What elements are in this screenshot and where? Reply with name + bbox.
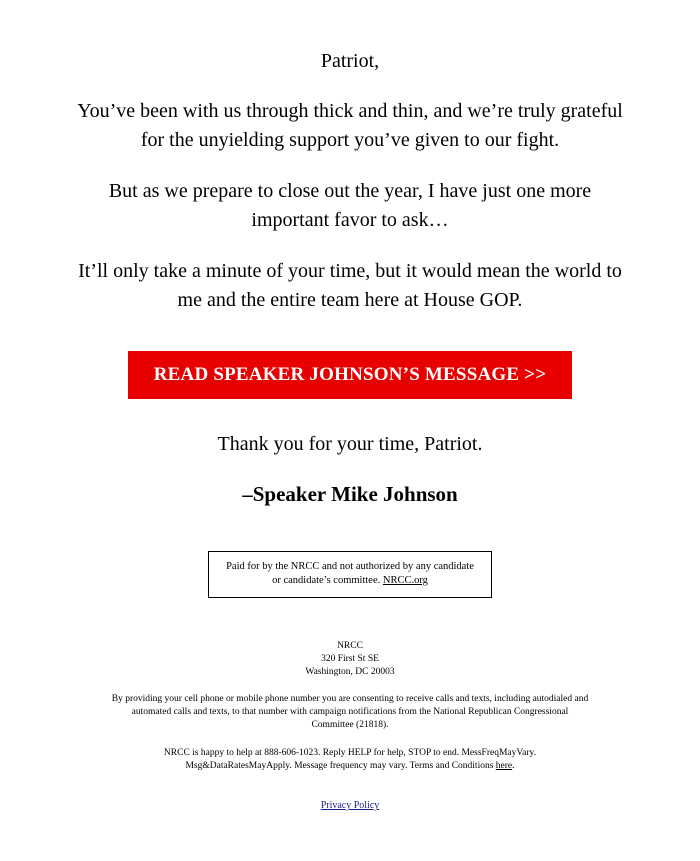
privacy-policy-link[interactable]: Privacy Policy: [320, 800, 380, 812]
sms-help-text-after: .: [512, 760, 515, 771]
read-speaker-message-button[interactable]: READ SPEAKER JOHNSON’S MESSAGE >>: [128, 351, 572, 399]
footer-address-line-3: Washington, DC 20003: [305, 666, 395, 677]
body-paragraph-2: But as we prepare to close out the year, I have just one more important favor to ask…: [108, 180, 592, 231]
signature-line: –Speaker Mike Johnson: [242, 482, 458, 506]
footer-address: [30, 640, 670, 678]
closing-thanks: Thank you for your time, Patriot.: [217, 433, 483, 455]
cta-container: [30, 315, 670, 399]
footer: [30, 598, 670, 813]
privacy-policy-container: [30, 773, 670, 813]
sms-help-text-before: NRCC is happy to help at 888-606-1023. Reply HELP for help, STOP to end. MessFreqMayVary. Msg&DataRatesMayApply. Message frequency may vary. Terms and Conditions: [163, 747, 537, 771]
terms-and-conditions-link[interactable]: here: [495, 760, 513, 771]
disclaimer-text: Paid for by the NRCC and not authorized by any candidate or candidate’s committee.: [226, 561, 474, 587]
paid-for-disclaimer: [208, 551, 492, 598]
body-paragraph-3: It’ll only take a minute of your time, but it would mean the world to me and the entire team here at House GOP.: [78, 260, 622, 311]
salutation: Patriot,: [320, 50, 380, 72]
nrcc-org-link[interactable]: NRCC.org: [382, 575, 428, 587]
footer-address-line-1: NRCC: [337, 641, 363, 652]
disclaimer-container: [30, 507, 670, 598]
body-paragraph-1: You’ve been with us through thick and thin, and we’re truly grateful for the unyielding support you’ve given to our fight.: [77, 100, 623, 151]
sms-consent-text: By providing your cell phone or mobile phone number you are consenting to receive calls and texts, including autodialed and automated calls and texts, to that number with campaign notifications from the National Republican Congressional Committee (21818).: [111, 693, 589, 731]
footer-address-line-2: 320 First St SE: [321, 654, 379, 665]
sms-help-text: [30, 733, 670, 774]
